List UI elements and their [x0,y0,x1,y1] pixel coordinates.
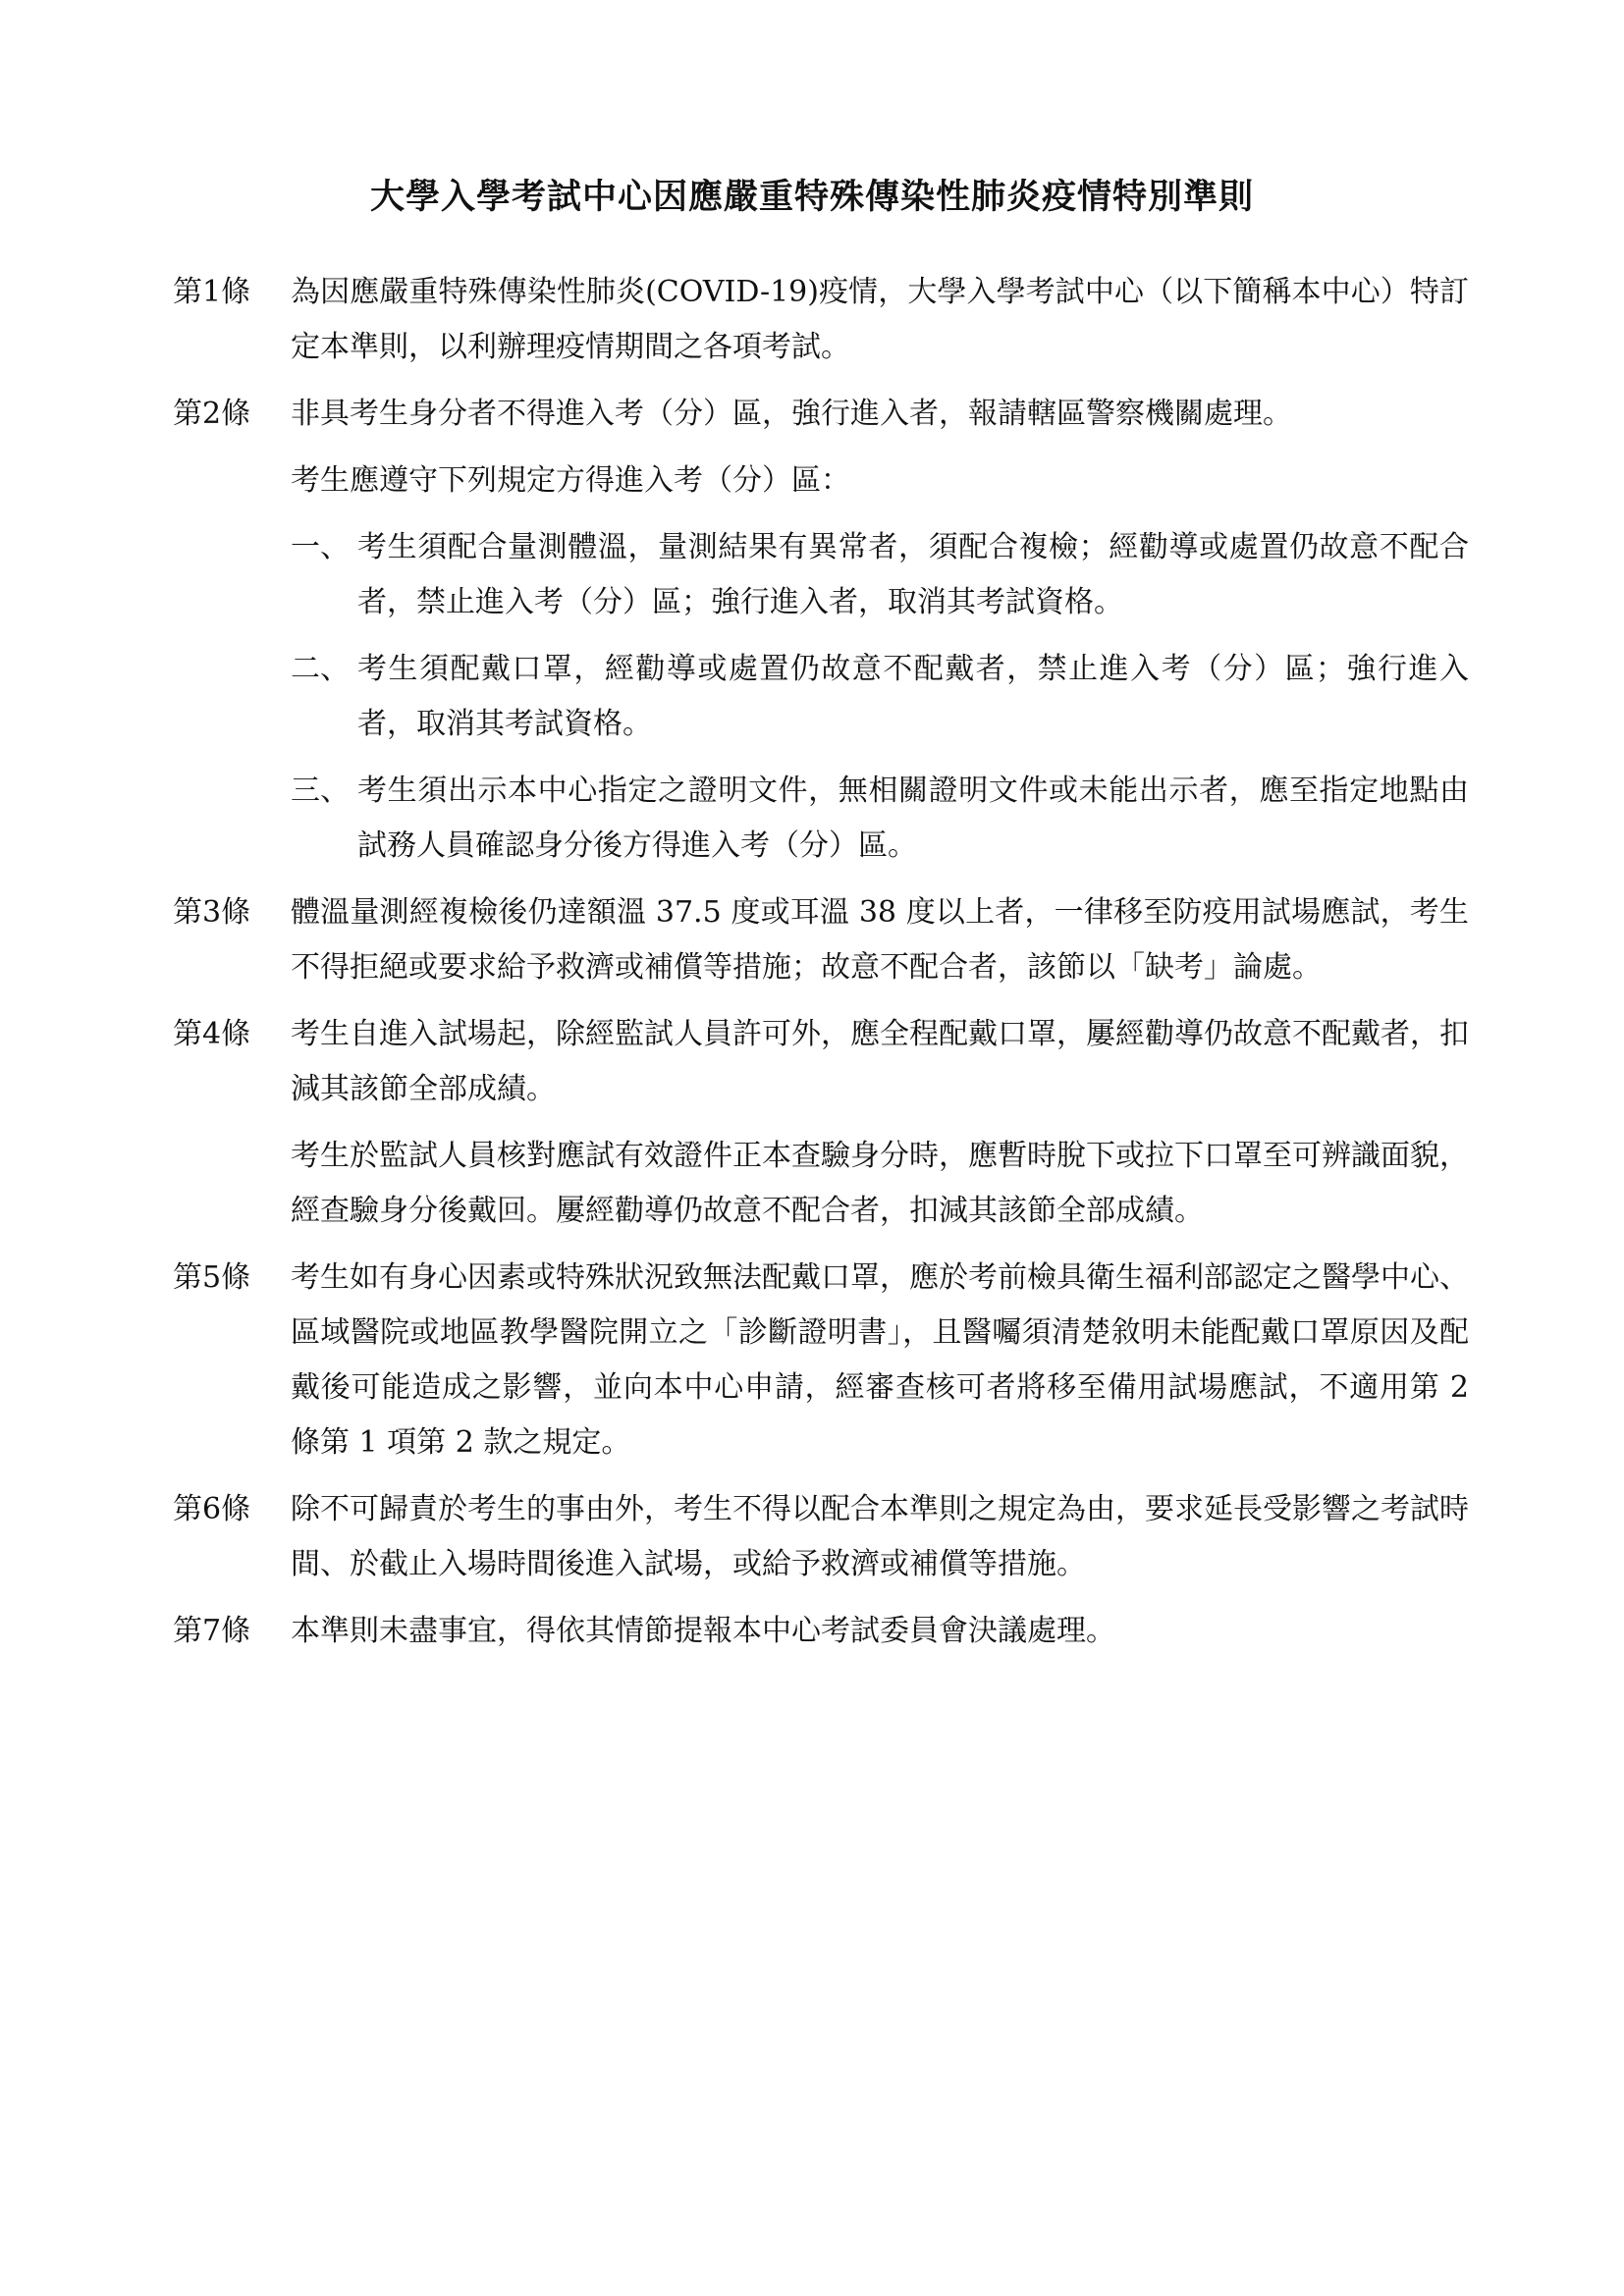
article-4 [173,1007,1469,1239]
item-text: 考生須配合量測體溫，量測結果有異常者，須配合複檢；經勸導或處置仍故意不配合者，禁止進入考（分）區；強行進入者，取消其考試資格。 [357,530,1469,619]
article-paragraph: 體溫量測經複檢後仍達額溫 37.5 度或耳溫 38 度以上者，一律移至防疫用試場應試，考生不得拒絕或要求給予救濟或補償等措施；故意不配合者，該節以「缺考」論處。 [291,895,1469,985]
article-2 [173,387,1469,874]
item-marker: 三、 [291,774,350,808]
article-paragraph: 除不可歸責於考生的事由外，考生不得以配合本準則之規定為由，要求延長受影響之考試時間、於截止入場時間後進入試場，或給予救濟或補償等措施。 [291,1492,1469,1581]
article-number: 第4條 [173,1017,251,1051]
article-number: 第1條 [173,275,251,309]
article-item-2 [291,642,1469,752]
article-item-3 [291,764,1469,874]
article-paragraph: 考生應遵守下列規定方得進入考（分）區： [291,463,850,498]
article-paragraph: 考生如有身心因素或特殊狀況致無法配戴口罩，應於考前檢具衛生福利部認定之醫學中心、區域醫院或地區教學醫院開立之「診斷證明書」，且醫囑須清楚敘明未能配戴口罩原因及配戴後可能造成之影響，並向本中心申請，經審查核可者將移至備用試場應試，不適用第 2 條第 1 項第 2 款之規定。 [291,1260,1469,1460]
article-number: 第6條 [173,1492,251,1526]
article-number: 第2條 [173,397,251,431]
article-number: 第3條 [173,895,251,930]
article-paragraph: 為因應嚴重特殊傳染性肺炎(COVID-19)疫情，大學入學考試中心（以下簡稱本中心）特訂定本準則，以利辦理疫情期間之各項考試。 [291,275,1469,364]
item-marker: 二、 [291,652,350,686]
article-paragraph: 考生自進入試場起，除經監試人員許可外，應全程配戴口罩，屢經勸導仍故意不配戴者，扣減其該節全部成績。 [291,1017,1469,1106]
document-title: 大學入學考試中心因應嚴重特殊傳染性肺炎疫情特別準則 [369,177,1254,217]
article-number: 第7條 [173,1614,251,1648]
article-paragraph: 非具考生身分者不得進入考（分）區，強行進入者，報請轄區警察機關處理。 [291,397,1292,431]
article-paragraph: 本準則未盡事宜，得依其情節提報本中心考試委員會決議處理。 [291,1614,1115,1648]
article-list [173,265,1469,1671]
article-item-1 [291,520,1469,630]
article-6 [173,1482,1469,1592]
item-text: 考生須出示本中心指定之證明文件，無相關證明文件或未能出示者，應至指定地點由試務人員確認身分後方得進入考（分）區。 [357,774,1469,863]
item-text: 考生須配戴口罩，經勸導或處置仍故意不配戴者，禁止進入考（分）區；強行進入者，取消其考試資格。 [357,652,1469,741]
article-3 [173,885,1469,995]
article-paragraph: 考生於監試人員核對應試有效證件正本查驗身分時，應暫時脫下或拉下口罩至可辨識面貌，經查驗身分後戴回。屢經勸導仍故意不配合者，扣減其該節全部成績。 [291,1139,1469,1228]
item-marker: 一、 [291,530,350,564]
article-number: 第5條 [173,1260,251,1295]
article-7 [173,1604,1469,1659]
article-5 [173,1251,1469,1470]
article-1 [173,265,1469,375]
